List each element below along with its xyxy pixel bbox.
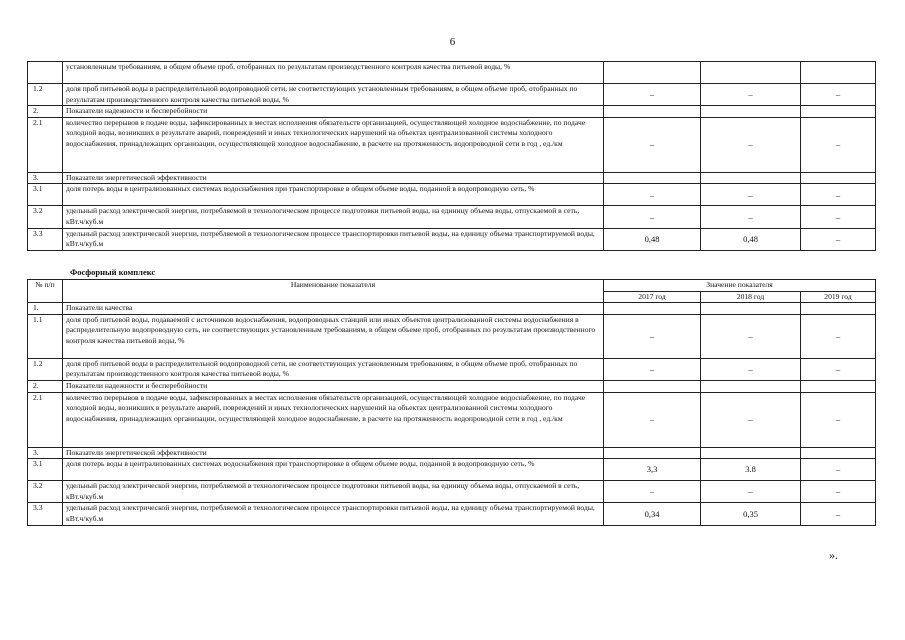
indicator-name: Показатели надежности и бесперебойности	[63, 380, 604, 392]
table-row	[28, 392, 876, 447]
row-number: 1.1	[28, 314, 63, 358]
value-2018: –	[701, 184, 801, 206]
value-2019	[801, 172, 876, 184]
value-2017: –	[604, 392, 701, 447]
row-number: 3.2	[28, 481, 63, 503]
header-year-2018: 2018 год	[701, 291, 801, 303]
row-number: 1.2	[28, 358, 63, 380]
value-2017: –	[604, 481, 701, 503]
value-2018: –	[701, 206, 801, 228]
value-2018	[701, 447, 801, 459]
value-2017: 3,3	[604, 459, 701, 481]
value-2017	[604, 303, 701, 315]
indicator-name: доля проб питьевой воды, подаваемой с источников водоснабжения, водопроводных станций или иных объектов централизованной системы водоснабжения в распределительную водопроводную сеть, не соответствующих установленным требованиям, в общем объеме проб, отобранных по результатам производственного контроля качества питьевой воды, %	[63, 314, 604, 358]
value-2019: –	[801, 314, 876, 358]
table-row	[28, 206, 876, 228]
value-2017	[604, 106, 701, 118]
value-2019: –	[801, 84, 876, 106]
header-year-2019: 2019 год	[801, 291, 876, 303]
value-2018: 0,35	[701, 503, 801, 525]
indicator-name: удельный расход электрической энергии, потребляемой в технологическом процессе подготовки питьевой воды, на единицу объема воды, отпускаемой в сеть, кВт.ч/куб.м	[63, 206, 604, 228]
table-row	[28, 172, 876, 184]
value-2017: 0,48	[604, 228, 701, 250]
table-row	[28, 84, 876, 106]
table-row	[28, 358, 876, 380]
value-2019: –	[801, 358, 876, 380]
value-2017	[604, 62, 701, 84]
value-2018	[701, 62, 801, 84]
table-row	[28, 447, 876, 459]
value-2018: –	[701, 358, 801, 380]
header-num: № п/п	[28, 280, 63, 303]
value-2019: –	[801, 481, 876, 503]
table-row	[28, 303, 876, 315]
row-number: 2.1	[28, 117, 63, 172]
row-number: 3.3	[28, 228, 63, 250]
value-2019	[801, 303, 876, 315]
value-2018: –	[701, 117, 801, 172]
value-2017: –	[604, 84, 701, 106]
indicator-name: количество перерывов в подаче воды, зафиксированных в местах исполнения обязательств организацией, осуществляющей холодное водоснабжение, по подаче холодной воды, возникших в результате аварий, повреждений и иных технологических нарушений на объектах централизованной системы холодного водоснабжения, принадлежащих организации, осуществляющей холодное водоснабжение, в расчете на протяженность водопроводной сети в год , ед./км	[63, 117, 604, 172]
indicator-name: установленным требованиям, в общем объеме проб, отобранных по результатам производственного контроля качества питьевой воды, %	[63, 62, 604, 84]
table-row	[28, 184, 876, 206]
row-number: 3.	[28, 447, 63, 459]
row-number: 2.1	[28, 392, 63, 447]
table-row	[28, 62, 876, 84]
value-2018: –	[701, 84, 801, 106]
table-row	[28, 314, 876, 358]
value-2017: –	[604, 184, 701, 206]
row-number	[28, 62, 63, 84]
table-row	[28, 459, 876, 481]
indicator-name: количество перерывов в подаче воды, зафиксированных в местах исполнения обязательств организацией, осуществляющей холодное водоснабжение, по подаче холодной воды, возникших в результате аварий, повреждений и иных технологических нарушений на объектах централизованной системы холодного водоснабжения, принадлежащих организации, осуществляющей холодное водоснабжение, в расчете на протяженность водопроводной сети в год , ед./км	[63, 392, 604, 447]
value-2019: –	[801, 117, 876, 172]
table-row	[28, 228, 876, 250]
value-2018: –	[701, 481, 801, 503]
row-number: 3.1	[28, 184, 63, 206]
value-2019: –	[801, 392, 876, 447]
value-2019	[801, 62, 876, 84]
value-2018: –	[701, 314, 801, 358]
value-2017	[604, 447, 701, 459]
value-2018: 0,48	[701, 228, 801, 250]
table-row	[28, 380, 876, 392]
row-number: 1.	[28, 303, 63, 315]
value-2017	[604, 380, 701, 392]
header-value-group: Значение показателя	[604, 280, 876, 292]
row-number: 2.	[28, 106, 63, 118]
value-2019	[801, 380, 876, 392]
page-number: 6	[449, 36, 456, 48]
indicator-name: удельный расход электрической энергии, потребляемой в технологическом процессе подготовки питьевой воды, на единицу объема воды, отпускаемой в сеть, кВт.ч/куб.м	[63, 481, 604, 503]
indicator-name: удельный расход электрической энергии, потребляемой в технологическом процессе транспортировки питьевой воды, на единицу объема транспортируемой воды, кВт.ч/куб.м	[63, 228, 604, 250]
header-year-2017: 2017 год	[604, 291, 701, 303]
indicators-table-continued	[27, 61, 876, 251]
table-row	[28, 481, 876, 503]
phosphorus-complex-table	[27, 279, 876, 526]
indicator-name: удельный расход электрической энергии, потребляемой в технологическом процессе транспортировки питьевой воды, на единицу объема транспортируемой воды, кВт.ч/куб.м	[63, 503, 604, 525]
value-2018: 3.8	[701, 459, 801, 481]
value-2018	[701, 172, 801, 184]
value-2017: –	[604, 117, 701, 172]
value-2018	[701, 106, 801, 118]
row-number: 3.3	[28, 503, 63, 525]
value-2017	[604, 172, 701, 184]
row-number: 3.1	[28, 459, 63, 481]
value-2017: 0,34	[604, 503, 701, 525]
indicator-name: доля потерь воды в централизованных системах водоснабжения при транспортировке в общем объеме воды, поданной в водопроводную сеть, %	[63, 459, 604, 481]
value-2019	[801, 106, 876, 118]
row-number: 3.2	[28, 206, 63, 228]
value-2018	[701, 380, 801, 392]
value-2017: –	[604, 206, 701, 228]
value-2018	[701, 303, 801, 315]
table-row	[28, 503, 876, 525]
row-number: 2.	[28, 380, 63, 392]
indicator-name: Показатели качества	[63, 303, 604, 315]
section-title: Фосфорный комплекс	[70, 267, 156, 277]
table-row	[28, 106, 876, 118]
row-number: 1.2	[28, 84, 63, 106]
indicator-name: Показатели энергетической эффективности	[63, 447, 604, 459]
indicator-name: доля проб питьевой воды в распределительной водопроводной сети, не соответствующих установленным требованиям, в общем объеме проб, отобранных по результатам производственного контроля качества питьевой воды, %	[63, 358, 604, 380]
indicator-name: доля потерь воды в централизованных системах водоснабжения при транспортировке в общем объеме воды, поданной в водопроводную сеть, %	[63, 184, 604, 206]
value-2019: –	[801, 206, 876, 228]
closing-quote: ».	[829, 548, 838, 562]
value-2017: –	[604, 314, 701, 358]
value-2019: –	[801, 503, 876, 525]
indicator-name: доля проб питьевой воды в распределительной водопроводной сети, не соответствующих установленным требованиям, в общем объеме проб, отобранных по результатам производственного контроля качества питьевой воды, %	[63, 84, 604, 106]
value-2019	[801, 447, 876, 459]
value-2019: –	[801, 184, 876, 206]
table-row	[28, 117, 876, 172]
value-2017: –	[604, 358, 701, 380]
indicator-name: Показатели энергетической эффективности	[63, 172, 604, 184]
row-number: 3.	[28, 172, 63, 184]
value-2019: –	[801, 228, 876, 250]
value-2018: –	[701, 392, 801, 447]
value-2019: –	[801, 459, 876, 481]
indicator-name: Показатели надежности и бесперебойности	[63, 106, 604, 118]
header-name: Наименование показателя	[63, 280, 604, 303]
